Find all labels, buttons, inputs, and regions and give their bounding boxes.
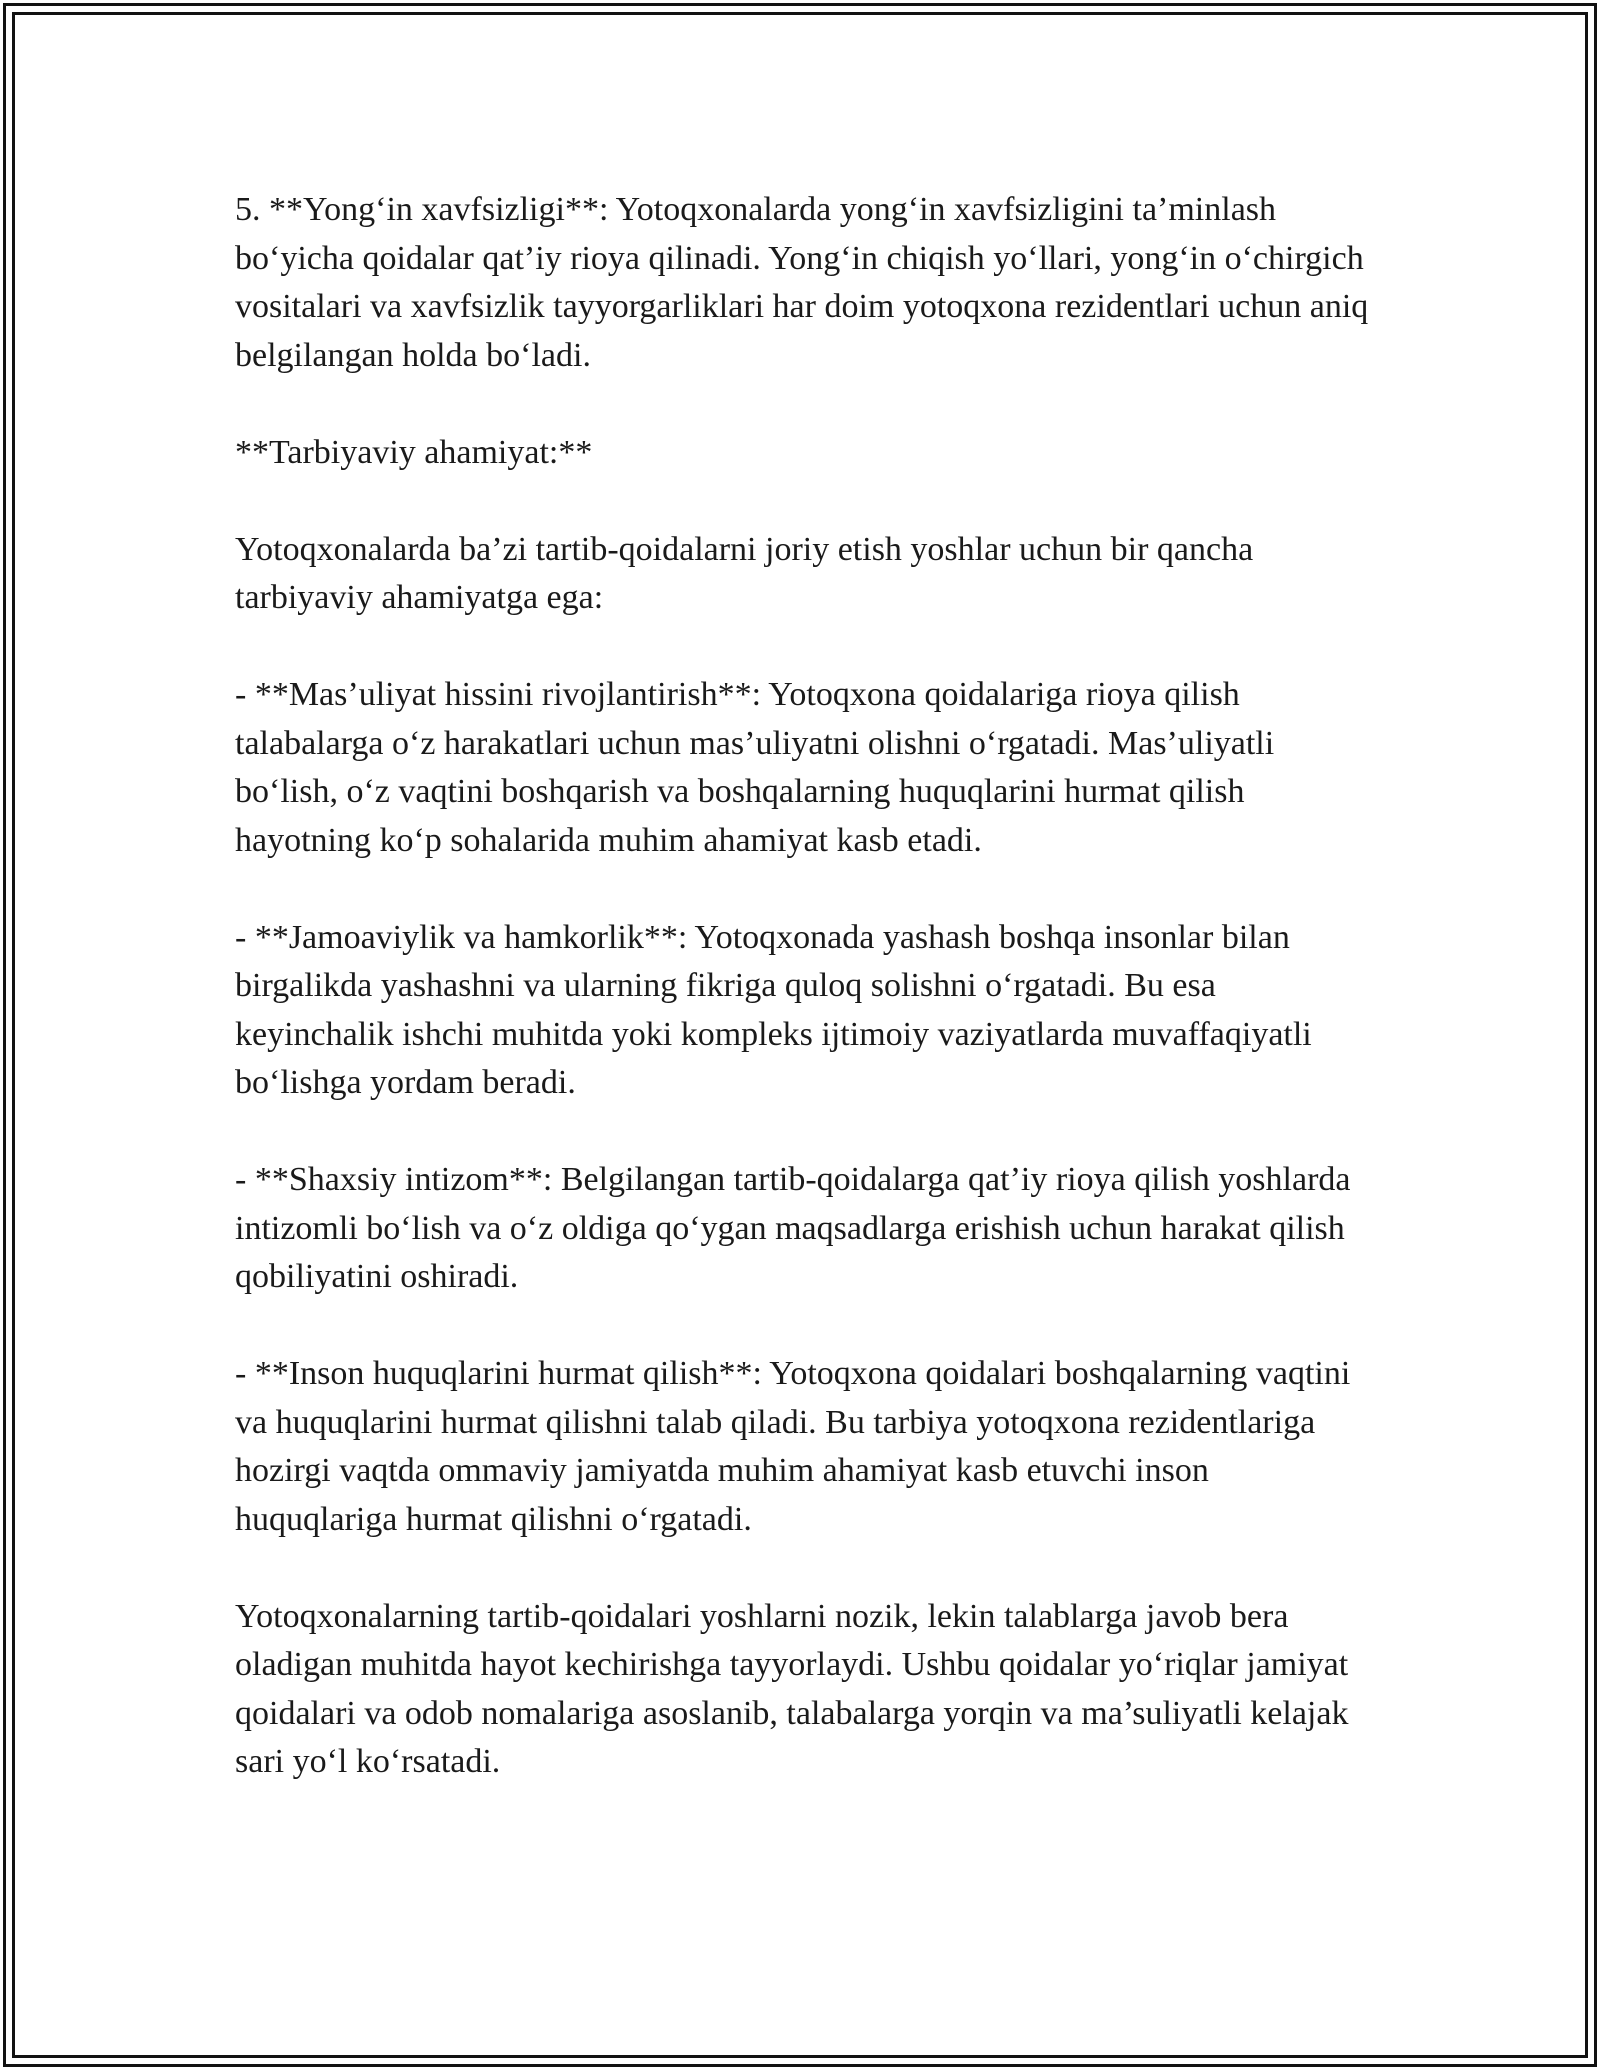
list-item-discipline: - **Shaxsiy intizom**: Belgilangan tartib-qoidalarga qat’iy rioya qilish yoshlarda intizomli bo‘lish va o‘z oldiga qo‘ygan maqsadlarga erishish uchun harakat qilish qobiliyatini oshiradi. (235, 1161, 1351, 1295)
list-item-teamwork: - **Jamoaviylik va hamkorlik**: Yotoqxonada yashash boshqa insonlar bilan birgalikda yashashni va ularning fikriga quloq solishni o‘rgatadi. Bu esa keyinchalik ishchi muhitda yoki kompleks ijtimoiy vaziyatlarda muvaffaqiyatli bo‘lishga yordam beradi. (235, 918, 1312, 1101)
paragraph-heading-educational-importance: **Tarbiyaviy ahamiyat:** (235, 433, 593, 471)
paragraph-fire-safety: 5. **Yong‘in xavfsizligi**: Yotoqxonalarda yong‘in xavfsizligini ta’minlash bo‘yicha qoidalar qat’iy rioya qilinadi. Yong‘in chiqish yo‘llari, yong‘in o‘chirgich vositalari va xavfsizlik tayyorgarliklari har doim yotoqxona rezidentlari uchun aniq belgilangan holda bo‘ladi. (235, 191, 1369, 374)
paragraph-conclusion: Yotoqxonalarning tartib-qoidalari yoshlarni nozik, lekin talablarga javob bera oladigan muhitda hayot kechirishga tayyorlaydi. Ushbu qoidalar yo‘riqlar jamiyat qoidalari va odob nomalariga asoslanib, talabalarga yorqin va ma’suliyatli kelajak sari yo‘l ko‘rsatadi. (235, 1597, 1349, 1780)
list-item-human-rights: - **Inson huquqlarini hurmat qilish**: Yotoqxona qoidalari boshqalarning vaqtini va huquqlarini hurmat qilishni talab qiladi. Bu tarbiya yotoqxona rezidentlariga hozirgi vaqtda ommaviy jamiyatda muhim ahamiyat kasb etuvchi inson huquqlariga hurmat qilishni o‘rgatadi. (235, 1355, 1351, 1538)
list-item-responsibility: - **Mas’uliyat hissini rivojlantirish**: Yotoqxona qoidalariga rioya qilish talabalarga o‘z harakatlari uchun mas’uliyatni olishni o‘rgatadi. Mas’uliyatli bo‘lish, o‘z vaqtini boshqarish va boshqalarning huquqlarini hurmat qilish hayotning ko‘p sohalarida muhim ahamiyat kasb etadi. (235, 676, 1275, 859)
document-body (235, 186, 1375, 1787)
paragraph-intro: Yotoqxonalarda ba’zi tartib-qoidalarni joriy etish yoshlar uchun bir qancha tarbiyaviy ahamiyatga ega: (235, 530, 1254, 616)
